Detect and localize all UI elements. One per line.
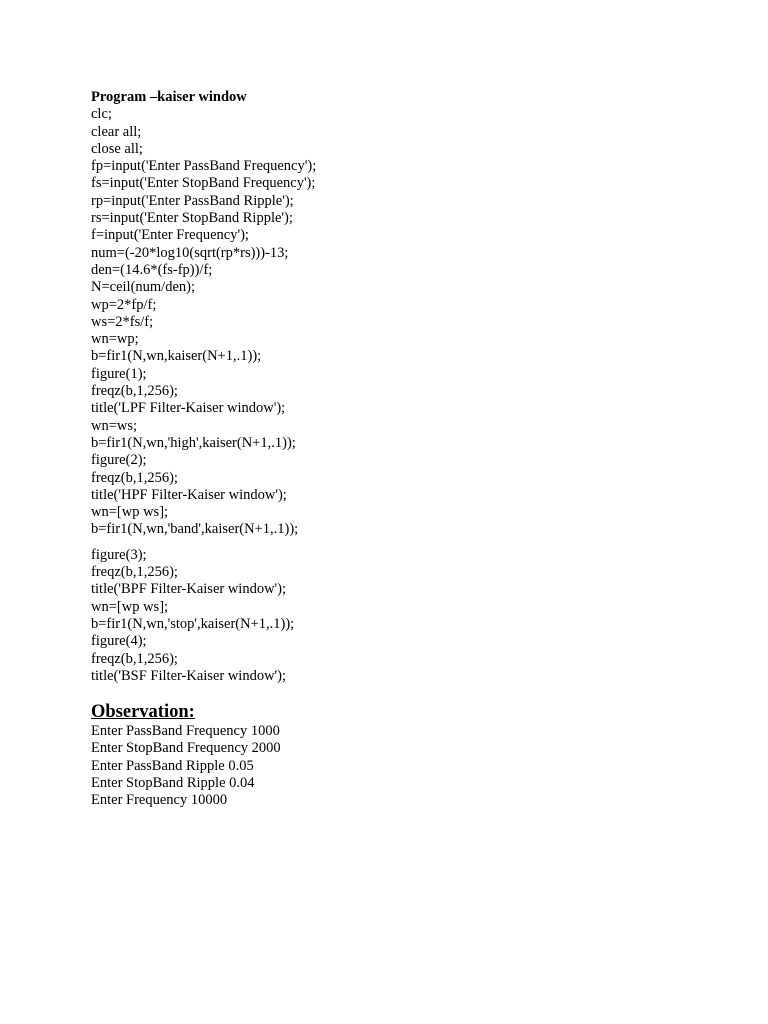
code-line: wp=2*fp/f; (91, 296, 157, 313)
code-line: rp=input('Enter PassBand Ripple'); (91, 192, 294, 209)
observation-list (91, 723, 731, 809)
document-page (91, 89, 731, 810)
code-line: N=ceil(num/den); (91, 279, 196, 296)
code-line: clear all; (91, 123, 142, 140)
code-line: b=fir1(N,wn,kaiser(N+1,.1)); (91, 348, 262, 365)
code-line: num=(-20*log10(sqrt(rp*rs)))-13; (91, 244, 289, 261)
code-line: den=(14.6*(fs-fp))/f; (91, 261, 213, 278)
code-line: f=input('Enter Frequency'); (91, 227, 249, 244)
observation-line: Enter StopBand Ripple 0.04 (91, 774, 255, 791)
code-line: title('BSF Filter-Kaiser window'); (91, 667, 287, 684)
code-line: fp=input('Enter PassBand Frequency'); (91, 158, 317, 175)
observation-line: Enter StopBand Frequency 2000 (91, 740, 281, 757)
code-line: freqz(b,1,256); (91, 650, 178, 667)
code-line: close all; (91, 140, 143, 157)
code-line: figure(3); (91, 546, 147, 563)
code-line: freqz(b,1,256); (91, 469, 178, 486)
code-line: title('BPF Filter-Kaiser window'); (91, 581, 287, 598)
program-title: Program –kaiser window (91, 89, 247, 105)
observation-line: Enter PassBand Ripple 0.05 (91, 757, 254, 774)
code-line: b=fir1(N,wn,'band',kaiser(N+1,.1)); (91, 521, 299, 538)
code-line: wn=[wp ws]; (91, 504, 169, 521)
code-line: wn=ws; (91, 417, 138, 434)
code-line: clc; (91, 106, 112, 123)
code-line: fs=input('Enter StopBand Frequency'); (91, 175, 316, 192)
observation-heading: Observation: (91, 702, 195, 723)
code-block-part2 (91, 547, 731, 685)
code-line: freqz(b,1,256); (91, 564, 178, 581)
code-block-part1 (91, 106, 731, 538)
code-line: title('LPF Filter-Kaiser window'); (91, 400, 286, 417)
code-line: figure(2); (91, 452, 147, 469)
code-line: b=fir1(N,wn,'stop',kaiser(N+1,.1)); (91, 615, 295, 632)
code-line: figure(4); (91, 633, 147, 650)
observation-line: Enter Frequency 10000 (91, 792, 228, 809)
observation-line: Enter PassBand Frequency 1000 (91, 723, 280, 740)
code-line: wn=[wp ws]; (91, 598, 169, 615)
code-line: rs=input('Enter StopBand Ripple'); (91, 210, 293, 227)
code-line: ws=2*fs/f; (91, 313, 154, 330)
code-line: wn=wp; (91, 331, 139, 348)
code-line: figure(1); (91, 365, 147, 382)
code-line: title('HPF Filter-Kaiser window'); (91, 486, 287, 503)
code-line: b=fir1(N,wn,'high',kaiser(N+1,.1)); (91, 434, 296, 451)
code-line: freqz(b,1,256); (91, 383, 178, 400)
